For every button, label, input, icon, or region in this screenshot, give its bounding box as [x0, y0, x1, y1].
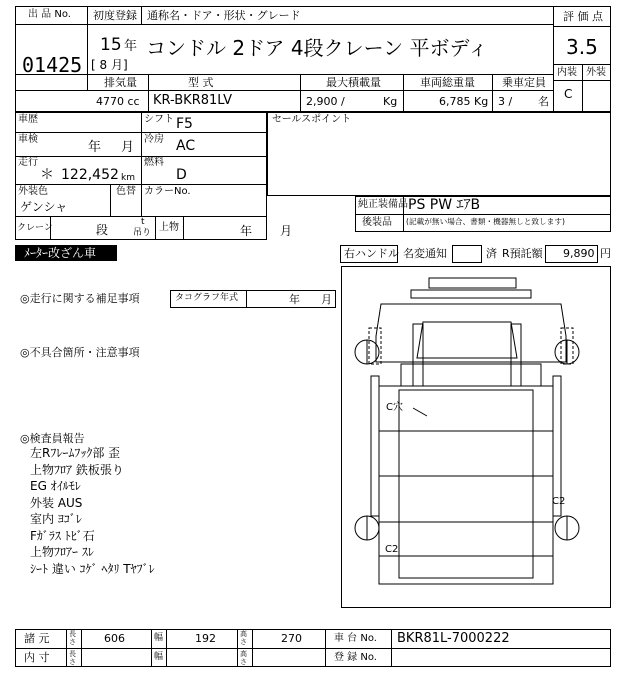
width-label: 幅	[154, 633, 164, 643]
lot-no-label: 出 品 No.	[28, 9, 71, 20]
model-value: KR-BKR81LV	[153, 93, 232, 108]
divider	[87, 6, 88, 90]
mileage-value: 122,452	[61, 167, 119, 183]
exterior-color-value: ゲンシャ	[20, 200, 68, 214]
inspector-report-item: 室内 ﾖｺﾞﾚ	[30, 512, 82, 526]
cab-side-left	[369, 328, 381, 364]
name-change-box	[452, 245, 482, 263]
divider	[15, 74, 553, 75]
divider	[110, 184, 111, 216]
interior-grade: C	[564, 87, 573, 101]
cab-roof	[429, 278, 516, 288]
upper-body-month: 月	[280, 224, 293, 238]
vehicle-name: コンドル 2ドア 4段クレーン 平ボディ	[146, 36, 488, 60]
crane-stage: 段	[96, 223, 109, 237]
mileage-label: 走行	[18, 157, 38, 168]
divider	[81, 629, 82, 667]
length-value: 606	[104, 632, 125, 645]
score-label: 評 価 点	[563, 10, 603, 23]
divider	[355, 214, 611, 215]
shift-value: F5	[176, 116, 193, 132]
capacity-label: 乗車定員	[502, 76, 546, 89]
length-label-2: 長さ	[69, 650, 76, 666]
divider	[246, 290, 247, 308]
inspection-month: 月	[121, 140, 135, 155]
fuel-value: D	[176, 167, 187, 183]
divider	[492, 74, 493, 112]
score-value: 3.5	[566, 35, 598, 59]
divider	[148, 74, 149, 112]
bed-outline	[379, 386, 553, 584]
divider	[183, 216, 184, 240]
deposit-label: R預託額	[502, 247, 543, 260]
mileage-unit: km	[121, 173, 135, 183]
ac-value: AC	[176, 138, 196, 154]
cab-lower	[401, 364, 541, 386]
divider	[553, 26, 611, 27]
load-value: 2,900 /	[306, 95, 345, 108]
divider	[141, 112, 142, 216]
divider	[553, 6, 554, 112]
exterior-color-label: 外装色	[18, 186, 48, 197]
inspection-label: 車検	[18, 134, 38, 145]
divider	[15, 156, 267, 157]
aftermarket-label: 後装品	[362, 217, 392, 228]
divider	[66, 629, 67, 667]
height-value: 270	[281, 632, 302, 645]
aftermarket-note: (記載が無い場合、書類・機器無しと致します)	[406, 218, 565, 227]
deposit-prefix: 済	[486, 247, 497, 260]
divider	[15, 132, 267, 133]
inspector-report-label: ◎検査員報告	[20, 432, 85, 445]
tachograph-label: タコグラフ年式	[175, 293, 239, 303]
chassis-label: 車 台 No.	[334, 633, 377, 644]
exterior-grade-label: 外装	[586, 67, 606, 78]
diagram-c2-right: C2	[552, 496, 566, 507]
displacement-label: 排気量	[104, 76, 137, 89]
load-unit: Kg	[383, 95, 398, 108]
fuel-label: 燃料	[144, 157, 164, 168]
cab-mirror-frame	[411, 290, 531, 298]
history-label: 車歴	[18, 114, 38, 125]
inspector-report-item: 上物ﾌﾛｱ 鉄板張り	[30, 462, 124, 477]
length-label: 長さ	[69, 630, 76, 646]
dims-label: 諸 元	[24, 632, 50, 645]
sales-point-label: セールスポイント	[272, 114, 352, 125]
inspector-report-item: ｼｰﾄ 違い ｺｹﾞ ﾍﾀﾘ Tﾔﾌﾞﾚ	[30, 561, 155, 576]
height-label: 高さ	[240, 630, 247, 646]
divider	[151, 629, 152, 667]
interior-dims-label: 内 寸	[24, 651, 50, 664]
divider	[141, 6, 142, 24]
divider	[582, 64, 583, 112]
width-label-2: 幅	[154, 652, 164, 662]
divider	[403, 74, 404, 112]
bed-inner	[399, 390, 533, 578]
upper-body-label: 上物	[159, 222, 179, 233]
model-label: 型 式	[188, 76, 214, 89]
crane-lift: 吊り	[133, 228, 152, 238]
divider	[391, 629, 392, 667]
divider	[155, 216, 156, 240]
inspector-report-item: 左Rﾌﾚｰﾑﾌｯｸ部 歪	[30, 446, 121, 460]
tachograph-month: 月	[321, 293, 332, 306]
inspector-report-item: Fｶﾞﾗｽ ﾄﾋﾞ石	[30, 528, 95, 543]
diagram-c-hole: C穴	[386, 402, 403, 413]
mileage-prefix: ＊	[40, 167, 54, 183]
divider	[237, 629, 238, 667]
inspector-report-item: EG ｵｲﾙﾓﾚ	[30, 479, 81, 493]
callout-line	[413, 408, 427, 416]
shift-label: シフト	[144, 114, 174, 125]
width-value: 192	[195, 632, 216, 645]
divider	[15, 90, 553, 91]
color-code-label: カラーNo.	[144, 186, 191, 197]
equipment-value: PS PW ｴｱB	[408, 197, 481, 213]
deposit-value: 9,890	[563, 247, 595, 260]
registration-month: [ 8 月]	[91, 58, 128, 72]
height-label-2: 高さ	[240, 650, 247, 666]
windshield	[417, 322, 517, 358]
first-registration-label: 初度登録	[93, 9, 137, 22]
capacity-value: 3 /	[498, 95, 513, 108]
divider	[325, 629, 326, 667]
inspector-report-item: 上物ﾌﾛｱｰ ｽﾚ	[30, 545, 94, 559]
name-label: 通称名・ドア・形状・グレード	[147, 9, 301, 22]
odometer-tampered-text: ﾒｰﾀｰ改ざん車	[24, 246, 97, 260]
displacement-value: 4770 cc	[96, 95, 140, 108]
equipment-label: 純正装備品	[358, 199, 408, 210]
diagram-c2-left: C2	[385, 544, 399, 555]
gate-left	[371, 376, 379, 516]
registration-year: 15	[100, 35, 122, 55]
lot-number: 01425	[22, 53, 83, 77]
crane-ton: t	[141, 217, 145, 227]
divider	[15, 648, 611, 649]
divider	[15, 184, 267, 185]
divider	[15, 24, 553, 25]
color-change-label: 色替	[116, 186, 136, 197]
truck-diagram	[341, 266, 611, 608]
upper-body-year: 年	[240, 224, 253, 238]
driving-notes-label: ◎走行に関する補足事項	[20, 292, 140, 305]
cab-front	[376, 304, 566, 362]
tachograph-year: 年	[289, 293, 300, 306]
defect-notes-label: ◎不具合箇所・注意事項	[20, 346, 140, 359]
inspection-year: 年	[88, 140, 102, 155]
crane-label: クレーン	[17, 223, 53, 233]
registration-label: 登 録 No.	[334, 652, 377, 663]
interior-grade-label: 内装	[557, 67, 577, 78]
gate-right	[553, 376, 561, 516]
ac-label: 冷房	[144, 134, 164, 145]
steering-value: 右ハンドル	[344, 247, 399, 260]
divider	[252, 629, 253, 667]
divider	[300, 74, 301, 112]
name-change-label: 名変通知	[403, 247, 447, 260]
year-unit: 年	[124, 39, 138, 54]
inspector-report-item: 外装 AUS	[30, 495, 83, 510]
gross-weight-value: 6,785 Kg	[439, 95, 489, 108]
chassis-value: BKR81L-7000222	[397, 631, 510, 646]
deposit-unit: 円	[600, 247, 611, 260]
capacity-unit: 名	[538, 95, 549, 108]
load-label: 最大積載量	[326, 76, 381, 89]
gross-weight-label: 車両総重量	[420, 76, 475, 89]
divider	[166, 629, 167, 667]
